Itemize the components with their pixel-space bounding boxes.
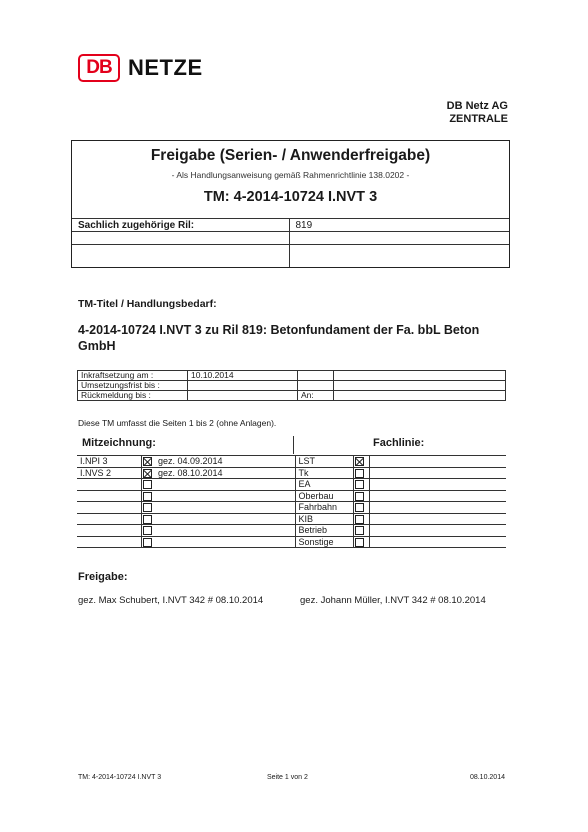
discipline-cell: Tk [295, 467, 353, 479]
discipline-checkbox-cell [353, 467, 369, 479]
logo-unit-text: NETZE [128, 55, 203, 80]
org-cell [77, 479, 141, 491]
discipline-checkbox-cell [353, 490, 369, 502]
org-cell [77, 536, 141, 548]
mitz-checkbox-cell [141, 479, 155, 491]
row-empty-cell [369, 456, 506, 468]
mitzeichnung-row [77, 467, 506, 479]
freigabe-signature-1: gez. Max Schubert, I.NVT 342 # 08.10.2014 [78, 595, 264, 606]
empty-checkbox-icon [143, 538, 152, 547]
date-empty-cell [298, 381, 334, 391]
date-empty-cell [334, 381, 506, 391]
row-empty-cell [369, 467, 506, 479]
mitzeichnung-label: Mitzeichnung: [82, 437, 156, 449]
mitz-checkbox-cell [141, 467, 155, 479]
ril-label: Sachlich zugehörige Ril: [72, 219, 289, 232]
empty-checkbox-icon [143, 492, 152, 501]
mitz-checkbox-cell [141, 456, 155, 468]
footer-tm: TM: 4-2014-10724 I.NVT 3 [78, 774, 162, 781]
discipline-checkbox-cell [353, 479, 369, 491]
row-empty-cell [369, 525, 506, 537]
org-cell [77, 490, 141, 502]
db-logo-mark: DB [78, 54, 120, 82]
discipline-checkbox-cell [353, 525, 369, 537]
discipline-cell: Betrieb [295, 525, 353, 537]
checked-checkbox-icon [355, 457, 364, 466]
date-empty-cell [334, 391, 506, 401]
company-name: DB Netz AG [446, 100, 508, 112]
column-divider [293, 436, 294, 454]
date-empty-cell [188, 391, 298, 401]
row-empty-cell [369, 536, 506, 548]
umsetzung-label: Umsetzungsfrist bis : [78, 381, 188, 391]
ril-value: 819 [289, 219, 509, 232]
date-table [77, 370, 506, 401]
date-empty-cell [334, 371, 506, 381]
discipline-cell: Sonstige [295, 536, 353, 548]
mitzeichnung-row [77, 536, 506, 548]
empty-checkbox-icon [143, 503, 152, 512]
empty-checkbox-icon [355, 492, 364, 501]
ril-table [72, 218, 509, 267]
pages-note: Diese TM umfasst die Seiten 1 bis 2 (ohne Anlagen). [78, 418, 277, 428]
row-empty-cell [369, 479, 506, 491]
ril-empty-cell [72, 232, 289, 245]
signature-cell [155, 479, 295, 491]
signature-cell: gez. 08.10.2014 [155, 467, 295, 479]
section-label: TM-Titel / Handlungsbedarf: [78, 298, 217, 310]
empty-checkbox-icon [143, 526, 152, 535]
signature-cell [155, 536, 295, 548]
mitz-checkbox-cell [141, 525, 155, 537]
empty-checkbox-icon [143, 515, 152, 524]
discipline-cell: Oberbau [295, 490, 353, 502]
row-empty-cell [369, 490, 506, 502]
date-empty-cell [188, 381, 298, 391]
db-netze-logo [78, 54, 203, 82]
tm-number: TM: 4-2014-10724 I.NVT 3 [203, 189, 378, 205]
ril-empty-cell [72, 245, 289, 267]
signature-cell [155, 502, 295, 514]
discipline-cell: LST [295, 456, 353, 468]
date-empty-cell [298, 371, 334, 381]
org-cell [77, 525, 141, 537]
doc-subtitle: - Als Handlungsanweisung gemäß Rahmenrichtlinie 138.0202 - [171, 170, 410, 180]
discipline-checkbox-cell [353, 513, 369, 525]
signature-cell: gez. 04.09.2014 [155, 456, 295, 468]
discipline-checkbox-cell [353, 502, 369, 514]
signature-cell [155, 490, 295, 502]
discipline-cell: EA [295, 479, 353, 491]
discipline-cell: KIB [295, 513, 353, 525]
header-box [71, 140, 510, 268]
mitzeichnung-row [77, 502, 506, 514]
mitz-checkbox-cell [141, 513, 155, 525]
an-label: An: [298, 391, 334, 401]
empty-checkbox-icon [355, 515, 364, 524]
discipline-checkbox-cell [353, 456, 369, 468]
org-cell: I.NVS 2 [77, 467, 141, 479]
ril-empty-cell [289, 232, 509, 245]
fachlinie-label: Fachlinie: [373, 437, 425, 449]
org-cell: I.NPI 3 [77, 456, 141, 468]
freigabe-signature-2: gez. Johann Müller, I.NVT 342 # 08.10.2014 [300, 595, 486, 606]
mitzeichnung-row [77, 525, 506, 537]
tm-heading: 4-2014-10724 I.NVT 3 zu Ril 819: Betonfundament der Fa. bbL Beton GmbH [78, 323, 480, 353]
empty-checkbox-icon [355, 503, 364, 512]
empty-checkbox-icon [355, 526, 364, 535]
inkraft-label: Inkraftsetzung am : [78, 371, 188, 381]
company-block [447, 100, 508, 126]
mitzeichnung-row [77, 490, 506, 502]
discipline-checkbox-cell [353, 536, 369, 548]
company-dept: ZENTRALE [449, 113, 508, 125]
checked-checkbox-icon [143, 469, 152, 478]
row-empty-cell [369, 502, 506, 514]
mitz-checkbox-cell [141, 502, 155, 514]
org-cell [77, 513, 141, 525]
mitzeichnung-row [77, 479, 506, 491]
org-cell [77, 502, 141, 514]
footer-date: 08.10.2014 [469, 774, 505, 781]
inkraft-value: 10.10.2014 [188, 371, 298, 381]
doc-title: Freigabe (Serien- / Anwenderfreigabe) [150, 147, 431, 164]
mitzeichnung-row [77, 456, 506, 468]
row-empty-cell [369, 513, 506, 525]
checked-checkbox-icon [143, 457, 152, 466]
empty-checkbox-icon [355, 538, 364, 547]
ril-empty-cell [289, 245, 509, 267]
signature-cell [155, 525, 295, 537]
discipline-cell: Fahrbahn [295, 502, 353, 514]
mitzeichnung-row [77, 513, 506, 525]
empty-checkbox-icon [355, 480, 364, 489]
signature-cell [155, 513, 295, 525]
mitz-checkbox-cell [141, 490, 155, 502]
rueck-label: Rückmeldung bis : [78, 391, 188, 401]
mitz-checkbox-cell [141, 536, 155, 548]
footer-page: Seite 1 von 2 [267, 774, 308, 781]
empty-checkbox-icon [355, 469, 364, 478]
freigabe-label: Freigabe: [78, 571, 128, 583]
mitzeichnung-table [77, 455, 506, 548]
empty-checkbox-icon [143, 480, 152, 489]
